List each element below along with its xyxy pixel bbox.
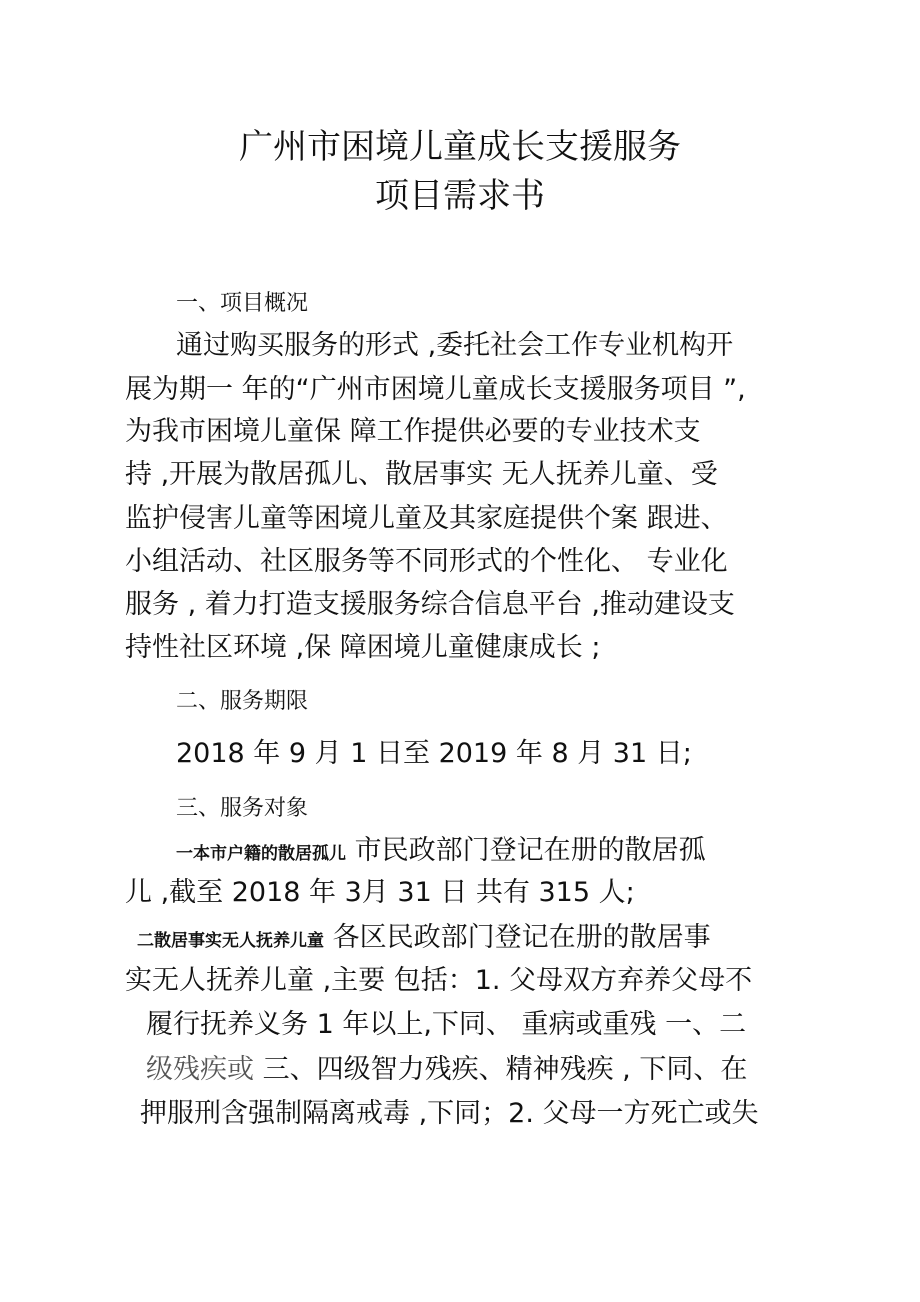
item1-text: 市民政部门登记在册的散居孤 bbox=[354, 835, 706, 866]
section2-heading: 二、服务期限 bbox=[176, 689, 309, 714]
document-title: 广州市困境儿童成长支援服务 bbox=[239, 127, 681, 167]
item2-line: 押服刑含强制隔离戒毒 ,下同；2. 父母一方死亡或失 bbox=[140, 1098, 759, 1129]
section3-heading: 三、服务对象 bbox=[176, 796, 309, 821]
section1-line: 展为期一 年的“广州市困境儿童成长支援服务项目 ”, bbox=[125, 374, 746, 405]
item1-label: 一本市户籍的散居孤儿 bbox=[176, 844, 346, 864]
section1-heading: 一、项目概况 bbox=[176, 291, 309, 316]
item2-line bbox=[146, 1053, 747, 1087]
item2-text: 各区民政部门登记在册的散居事 bbox=[332, 922, 711, 953]
document-subtitle: 项目需求书 bbox=[375, 176, 545, 216]
item2-line: 实无人抚养儿童 ,主要 包括：1. 父母双方弃养父母不 bbox=[125, 965, 753, 996]
item2-gray-text: 级残疾或 bbox=[146, 1054, 254, 1085]
section1-line: 小组活动、社区服务等不同形式的个性化、 专业化 bbox=[125, 546, 728, 577]
item2-line bbox=[137, 921, 711, 958]
item1-line: 儿 ,截至 2018 年 3月 31 日 共有 315 人; bbox=[125, 877, 635, 908]
section1-line: 为我市困境儿童保 障工作提供必要的专业技术支 bbox=[125, 416, 701, 447]
item1-line bbox=[176, 834, 706, 871]
service-period: 2018 年 9 月 1 日至 2019 年 8 月 31 日; bbox=[176, 738, 692, 769]
section1-line: 监护侵害儿童等困境儿童及其家庭提供个案 跟进、 bbox=[125, 503, 728, 534]
section1-line: 持 ,开展为散居孤儿、散居事实 无人抚养儿童、受 bbox=[125, 459, 718, 490]
section1-line: 通过购买服务的形式 ,委托社会工作专业机构开 bbox=[176, 330, 734, 361]
item2-line: 履行抚养义务 1 年以上,下同、 重病或重残 一、二 bbox=[146, 1009, 747, 1040]
item2-text: 三、四级智力残疾、精神残疾 , 下同、在 bbox=[262, 1054, 748, 1085]
section1-line: 服务 , 着力打造支援服务综合信息平台 ,推动建设支 bbox=[125, 589, 735, 620]
section1-line: 持性社区环境 ,保 障困境儿童健康成长 ; bbox=[125, 632, 601, 663]
item2-label: 二散居事实无人抚养儿童 bbox=[137, 931, 324, 951]
